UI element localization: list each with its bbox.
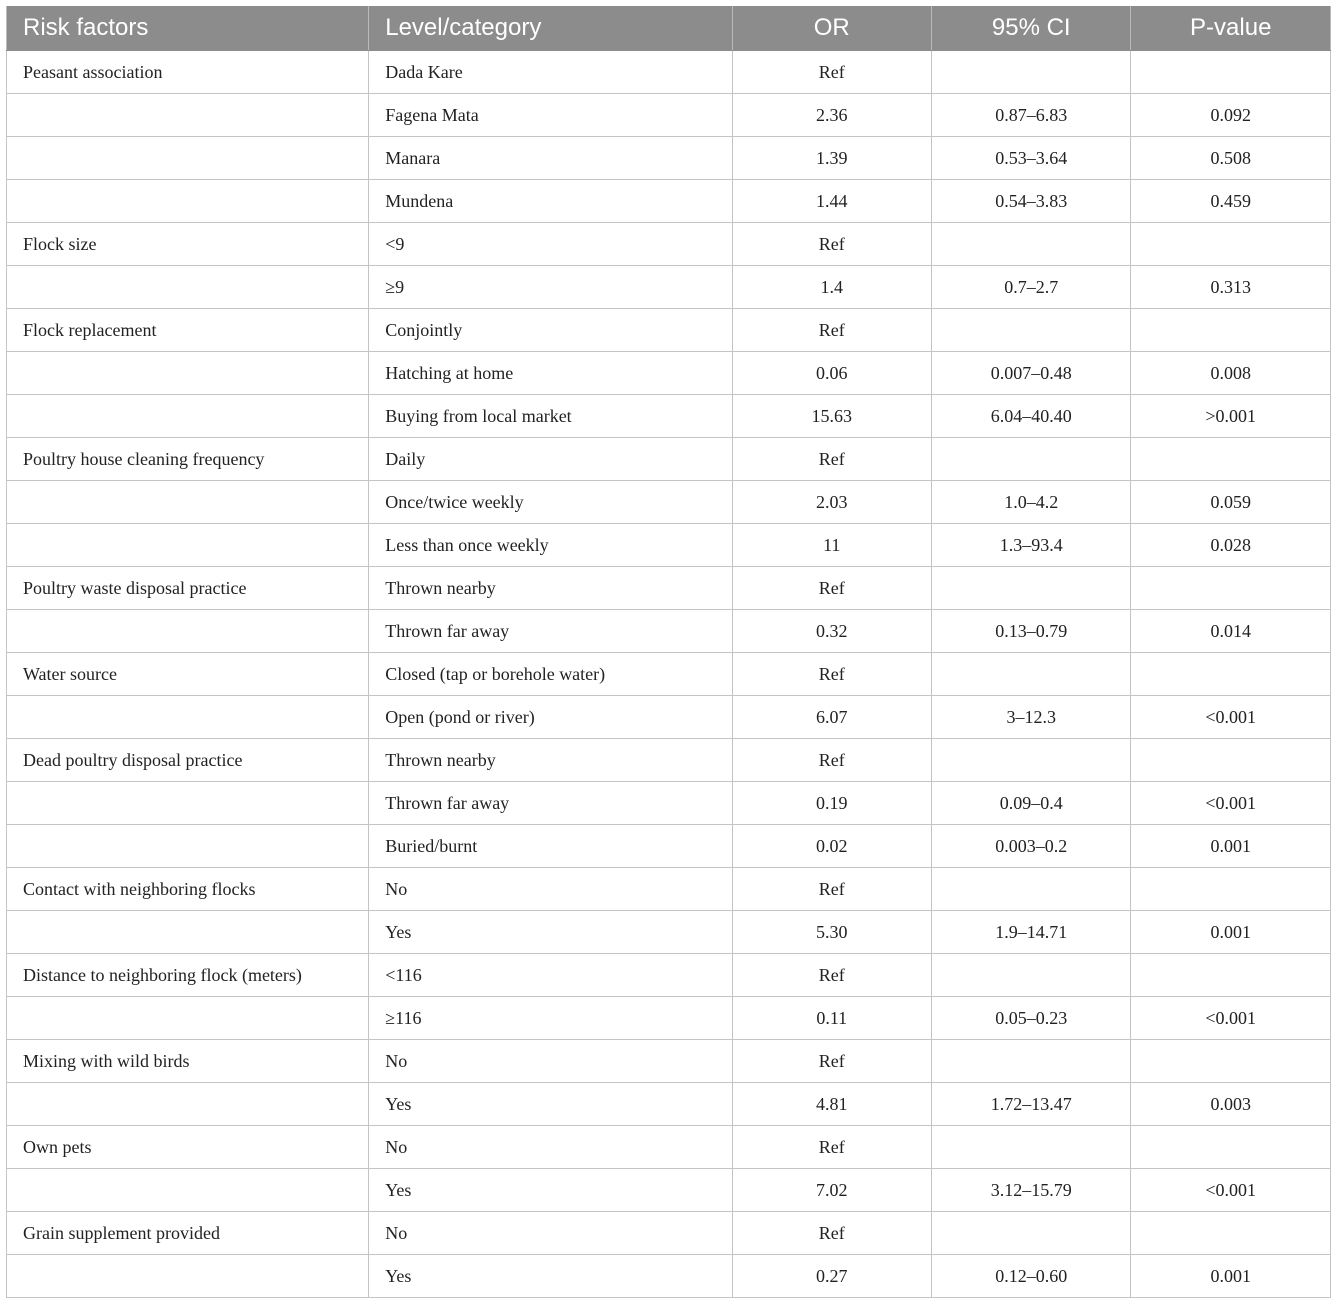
table-row [7,481,1331,524]
cell-risk-factor [7,1169,369,1212]
cell-or: 0.32 [732,610,931,653]
cell-risk-factor [7,997,369,1040]
cell-level-category: No [369,1126,732,1169]
cell-level-category: No [369,1040,732,1083]
cell-risk-factor [7,696,369,739]
header-row [7,6,1331,51]
cell-p-value: <0.001 [1131,1169,1331,1212]
cell-risk-factor: Distance to neighboring flock (meters) [7,954,369,997]
cell-or: 4.81 [732,1083,931,1126]
table-row [7,1083,1331,1126]
cell-risk-factor: Contact with neighboring flocks [7,868,369,911]
cell-95-ci [932,739,1131,782]
cell-or: Ref [732,868,931,911]
cell-risk-factor [7,266,369,309]
cell-level-category: Yes [369,1083,732,1126]
table-row [7,395,1331,438]
cell-risk-factor [7,782,369,825]
cell-or: 7.02 [732,1169,931,1212]
cell-p-value: 0.003 [1131,1083,1331,1126]
cell-or: 0.19 [732,782,931,825]
cell-p-value [1131,1040,1331,1083]
cell-risk-factor [7,94,369,137]
cell-level-category: Open (pond or river) [369,696,732,739]
cell-95-ci [932,1040,1131,1083]
cell-level-category: ≥116 [369,997,732,1040]
cell-or: 1.44 [732,180,931,223]
cell-p-value [1131,51,1331,94]
table-row [7,954,1331,997]
cell-p-value [1131,309,1331,352]
cell-or: Ref [732,954,931,997]
cell-p-value [1131,739,1331,782]
cell-or: 0.02 [732,825,931,868]
cell-risk-factor: Own pets [7,1126,369,1169]
cell-95-ci: 0.05–0.23 [932,997,1131,1040]
cell-risk-factor: Mixing with wild birds [7,1040,369,1083]
risk-factors-table [6,6,1331,1298]
table-row [7,352,1331,395]
cell-risk-factor [7,1255,369,1298]
cell-level-category: <9 [369,223,732,266]
cell-p-value [1131,1212,1331,1255]
cell-risk-factor: Peasant association [7,51,369,94]
cell-95-ci: 0.53–3.64 [932,137,1131,180]
cell-or: Ref [732,1212,931,1255]
cell-or: Ref [732,309,931,352]
cell-risk-factor [7,524,369,567]
cell-risk-factor [7,610,369,653]
cell-p-value [1131,223,1331,266]
cell-95-ci: 0.7–2.7 [932,266,1131,309]
cell-risk-factor: Poultry house cleaning frequency [7,438,369,481]
table-row [7,1212,1331,1255]
cell-level-category: Hatching at home [369,352,732,395]
cell-or: Ref [732,739,931,782]
cell-or: Ref [732,1040,931,1083]
cell-risk-factor [7,180,369,223]
header-or: OR [732,6,931,51]
cell-level-category: Manara [369,137,732,180]
cell-95-ci [932,51,1131,94]
table-row [7,911,1331,954]
cell-or: 2.03 [732,481,931,524]
cell-risk-factor [7,395,369,438]
cell-or: Ref [732,51,931,94]
cell-level-category: Thrown nearby [369,567,732,610]
cell-or: 2.36 [732,94,931,137]
cell-or: 0.06 [732,352,931,395]
cell-risk-factor [7,137,369,180]
cell-95-ci: 3.12–15.79 [932,1169,1131,1212]
cell-risk-factor: Poultry waste disposal practice [7,567,369,610]
cell-level-category: Less than once weekly [369,524,732,567]
table-row [7,438,1331,481]
cell-or: 11 [732,524,931,567]
header-p-value: P-value [1131,6,1331,51]
cell-95-ci [932,223,1131,266]
table-header [7,6,1331,51]
table-row [7,524,1331,567]
cell-p-value: 0.001 [1131,1255,1331,1298]
cell-95-ci [932,868,1131,911]
cell-p-value [1131,954,1331,997]
cell-95-ci: 1.3–93.4 [932,524,1131,567]
cell-p-value: 0.001 [1131,911,1331,954]
cell-p-value: 0.008 [1131,352,1331,395]
cell-or: 15.63 [732,395,931,438]
cell-95-ci: 1.0–4.2 [932,481,1131,524]
cell-or: Ref [732,653,931,696]
cell-risk-factor: Flock replacement [7,309,369,352]
table-row [7,1126,1331,1169]
cell-risk-factor: Dead poultry disposal practice [7,739,369,782]
cell-p-value [1131,653,1331,696]
table-row [7,223,1331,266]
cell-95-ci: 6.04–40.40 [932,395,1131,438]
cell-95-ci [932,567,1131,610]
cell-level-category: Mundena [369,180,732,223]
cell-p-value [1131,567,1331,610]
cell-95-ci: 0.007–0.48 [932,352,1131,395]
cell-p-value: 0.313 [1131,266,1331,309]
cell-level-category: No [369,1212,732,1255]
table-row [7,610,1331,653]
cell-p-value: 0.092 [1131,94,1331,137]
table-row [7,653,1331,696]
table-row [7,567,1331,610]
risk-factors-table-container [6,6,1331,1298]
cell-or: 1.4 [732,266,931,309]
cell-risk-factor [7,911,369,954]
header-level-category: Level/category [369,6,732,51]
cell-95-ci [932,309,1131,352]
cell-level-category: Daily [369,438,732,481]
cell-95-ci [932,1126,1131,1169]
table-row [7,696,1331,739]
table-row [7,51,1331,94]
cell-p-value: 0.508 [1131,137,1331,180]
table-row [7,1040,1331,1083]
table-body [7,51,1331,1298]
cell-level-category: No [369,868,732,911]
cell-risk-factor [7,1083,369,1126]
cell-level-category: Yes [369,911,732,954]
cell-95-ci: 0.003–0.2 [932,825,1131,868]
table-row [7,1169,1331,1212]
cell-or: Ref [732,567,931,610]
table-row [7,997,1331,1040]
cell-or: Ref [732,1126,931,1169]
table-row [7,266,1331,309]
cell-level-category: Closed (tap or borehole water) [369,653,732,696]
cell-or: 0.11 [732,997,931,1040]
table-row [7,825,1331,868]
cell-95-ci [932,954,1131,997]
cell-p-value [1131,1126,1331,1169]
cell-level-category: Fagena Mata [369,94,732,137]
table-row [7,782,1331,825]
table-row [7,94,1331,137]
cell-risk-factor: Flock size [7,223,369,266]
cell-95-ci: 0.12–0.60 [932,1255,1131,1298]
cell-or: 1.39 [732,137,931,180]
cell-or: 6.07 [732,696,931,739]
cell-p-value: <0.001 [1131,696,1331,739]
cell-level-category: Conjointly [369,309,732,352]
cell-level-category: Buried/burnt [369,825,732,868]
cell-95-ci [932,1212,1131,1255]
cell-risk-factor [7,352,369,395]
cell-p-value: 0.459 [1131,180,1331,223]
table-row [7,137,1331,180]
cell-level-category: Yes [369,1255,732,1298]
cell-95-ci: 0.54–3.83 [932,180,1131,223]
cell-level-category: ≥9 [369,266,732,309]
cell-level-category: Yes [369,1169,732,1212]
header-95-ci: 95% CI [932,6,1131,51]
cell-level-category: Dada Kare [369,51,732,94]
cell-95-ci: 0.13–0.79 [932,610,1131,653]
cell-p-value: 0.001 [1131,825,1331,868]
cell-p-value: 0.028 [1131,524,1331,567]
cell-or: 5.30 [732,911,931,954]
cell-risk-factor [7,481,369,524]
cell-95-ci [932,438,1131,481]
cell-p-value: 0.014 [1131,610,1331,653]
cell-p-value: >0.001 [1131,395,1331,438]
cell-95-ci: 3–12.3 [932,696,1131,739]
cell-95-ci [932,653,1131,696]
cell-p-value [1131,438,1331,481]
cell-level-category: Thrown far away [369,610,732,653]
cell-level-category: Thrown far away [369,782,732,825]
cell-p-value: <0.001 [1131,997,1331,1040]
table-row [7,868,1331,911]
cell-95-ci: 1.72–13.47 [932,1083,1131,1126]
table-row [7,309,1331,352]
cell-p-value [1131,868,1331,911]
cell-95-ci: 0.87–6.83 [932,94,1131,137]
cell-p-value: <0.001 [1131,782,1331,825]
table-row [7,739,1331,782]
cell-95-ci: 0.09–0.4 [932,782,1131,825]
cell-or: Ref [732,438,931,481]
table-row [7,180,1331,223]
cell-risk-factor: Water source [7,653,369,696]
cell-risk-factor: Grain supplement provided [7,1212,369,1255]
cell-or: 0.27 [732,1255,931,1298]
header-risk-factors: Risk factors [7,6,369,51]
cell-or: Ref [732,223,931,266]
cell-level-category: <116 [369,954,732,997]
cell-p-value: 0.059 [1131,481,1331,524]
cell-level-category: Buying from local market [369,395,732,438]
cell-level-category: Once/twice weekly [369,481,732,524]
table-row [7,1255,1331,1298]
cell-level-category: Thrown nearby [369,739,732,782]
cell-95-ci: 1.9–14.71 [932,911,1131,954]
cell-risk-factor [7,825,369,868]
